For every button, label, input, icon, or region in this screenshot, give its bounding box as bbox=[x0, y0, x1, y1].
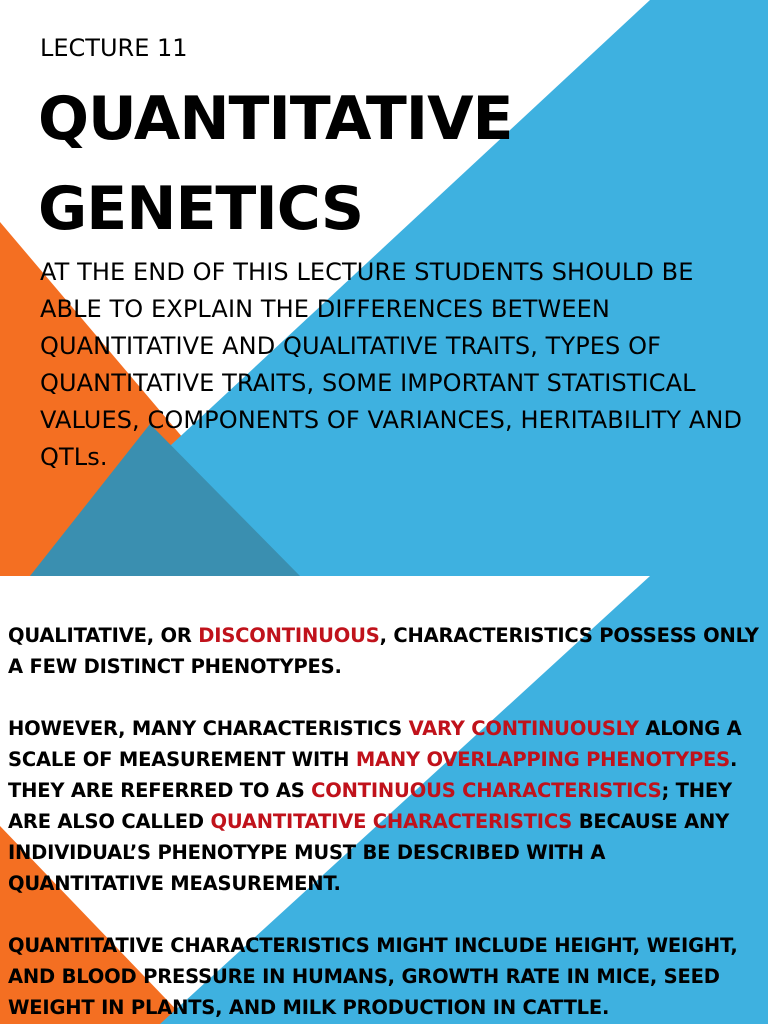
paragraph-spacer bbox=[8, 899, 766, 930]
highlight-overlapping-phenotypes: MANY OVERLAPPING PHENOTYPES bbox=[355, 748, 730, 771]
slide-2 bbox=[0, 576, 768, 1024]
lecture-label: LECTURE 11 bbox=[40, 34, 188, 62]
text-run: ; THEY ARE ALSO CALLED bbox=[8, 779, 732, 833]
paragraph-continuous-variation bbox=[8, 713, 766, 775]
paragraph-spacer bbox=[8, 682, 766, 713]
highlight-discontinuous: DISCONTINUOUS bbox=[198, 624, 380, 647]
paragraph-examples bbox=[8, 930, 766, 1023]
highlight-quantitative-characteristics: QUANTITATIVE CHARACTERISTICS bbox=[210, 810, 573, 833]
slide-title-line-2: GENETICS bbox=[38, 174, 364, 244]
slide-title bbox=[38, 74, 513, 254]
slide-title-line-1: QUANTITATIVE bbox=[38, 84, 513, 154]
paragraph-qualitative bbox=[8, 620, 766, 682]
text-run: QUANTITATIVE CHARACTERISTICS MIGHT INCLUDE HEIGHT, WEIGHT, AND BLOOD PRESSURE IN HUMANS, GROWTH RATE IN MICE, SEED WEIGHT IN PLANTS, AND MILK PRODUCTION IN CATTLE. bbox=[8, 934, 738, 1019]
text-run: QUALITATIVE, OR bbox=[8, 624, 199, 647]
text-run: , CHARACTERISTICS POSSESS ONLY A FEW DISTINCT PHENOTYPES. bbox=[8, 624, 759, 678]
text-run: ALONG A SCALE OF MEASUREMENT WITH bbox=[8, 717, 742, 771]
text-run: THEY ARE REFERRED TO AS bbox=[8, 779, 312, 802]
paragraph-quantitative-definition bbox=[8, 775, 766, 899]
highlight-continuous-characteristics: CONTINUOUS CHARACTERISTICS bbox=[311, 779, 662, 802]
slide-2-body bbox=[8, 620, 766, 1023]
text-run: BECAUSE ANY INDIVIDUAL’S PHENOTYPE MUST BE DESCRIBED WITH A QUANTITATIVE MEASUREMENT. bbox=[8, 810, 730, 895]
highlight-vary-continuously: VARY CONTINUOUSLY bbox=[408, 717, 639, 740]
learning-objectives: AT THE END OF THIS LECTURE STUDENTS SHOULD BE ABLE TO EXPLAIN THE DIFFERENCES BETWEEN QUANTITATIVE AND QUALITATIVE TRAITS, TYPES OF QUANTITATIVE TRAITS, SOME IMPORTANT STATISTICAL VALUES, COMPONENTS OF VARIANCES, HERITABILITY AND QTLs. bbox=[40, 258, 743, 471]
text-run: HOWEVER, MANY CHARACTERISTICS bbox=[8, 717, 409, 740]
text-run: . bbox=[730, 748, 738, 771]
